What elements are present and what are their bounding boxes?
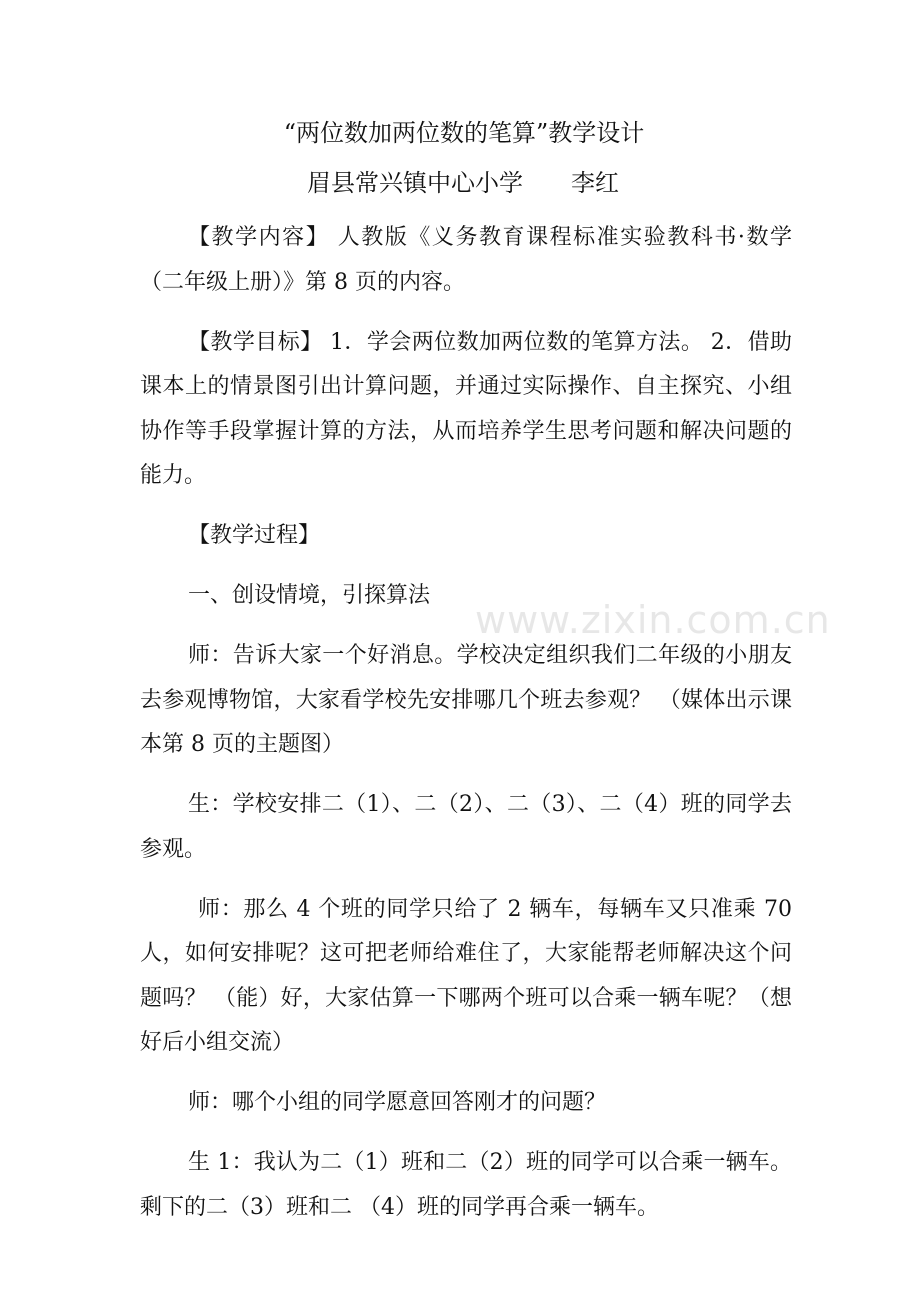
paragraph-teacher-3: 师：哪个小组的同学愿意回答刚才的问题？ xyxy=(188,1090,607,1115)
paragraph-teaching-content: 【教学内容】 人教版《义务教育课程标准实验教科书·数学（二年级上册）》第 8 页的内容。 xyxy=(140,225,792,295)
paragraph-teaching-process-heading: 【教学过程】 xyxy=(188,523,321,548)
paragraph-teacher-1: 师：告诉大家一个好消息。学校决定组织我们二年级的小朋友去参观博物馆，大家看学校先安排哪几个班去参观？ （媒体出示课本第 8 页的主题图） xyxy=(140,643,792,757)
watermark: www.zixin.com.cn xyxy=(475,598,831,642)
paragraph-teacher-2: 师：那么 4 个班的同学只给了 2 辆车，每辆车又只准乘 70 人，如何安排呢？这可把老师给难住了，大家能帮老师解决这个问题吗？ （能）好，大家估算一下哪两个班可以合乘一辆车呢？（想好后小组交流） xyxy=(140,896,792,1055)
paragraph-teaching-goals: 【教学目标】 1．学会两位数加两位数的笔算方法。 2．借助课本上的情景图引出计算问题，并通过实际操作、自主探究、小组协作等手段掌握计算的方法，从而培养学生思考问题和解决问题的能力。 xyxy=(140,329,792,488)
school-name: 眉县常兴镇中心小学 xyxy=(307,169,523,197)
document-body xyxy=(140,216,792,1230)
author-line xyxy=(0,168,920,198)
document-title: “两位数加两位数的笔算”教学设计 xyxy=(283,119,645,147)
paragraph-student-2: 生 1：我认为二（1）班和二（2）班的同学可以合乘一辆车。剩下的二（3）班和二 （4）班的同学再合乘一辆车。 xyxy=(140,1150,792,1220)
paragraph-section-one-heading: 一、创设情境，引探算法 xyxy=(188,583,431,608)
paragraph-student-1: 生：学校安排二（1）、二（2）、二（3）、二（4）班的同学去参观。 xyxy=(140,792,792,862)
author-name: 李红 xyxy=(571,169,619,197)
